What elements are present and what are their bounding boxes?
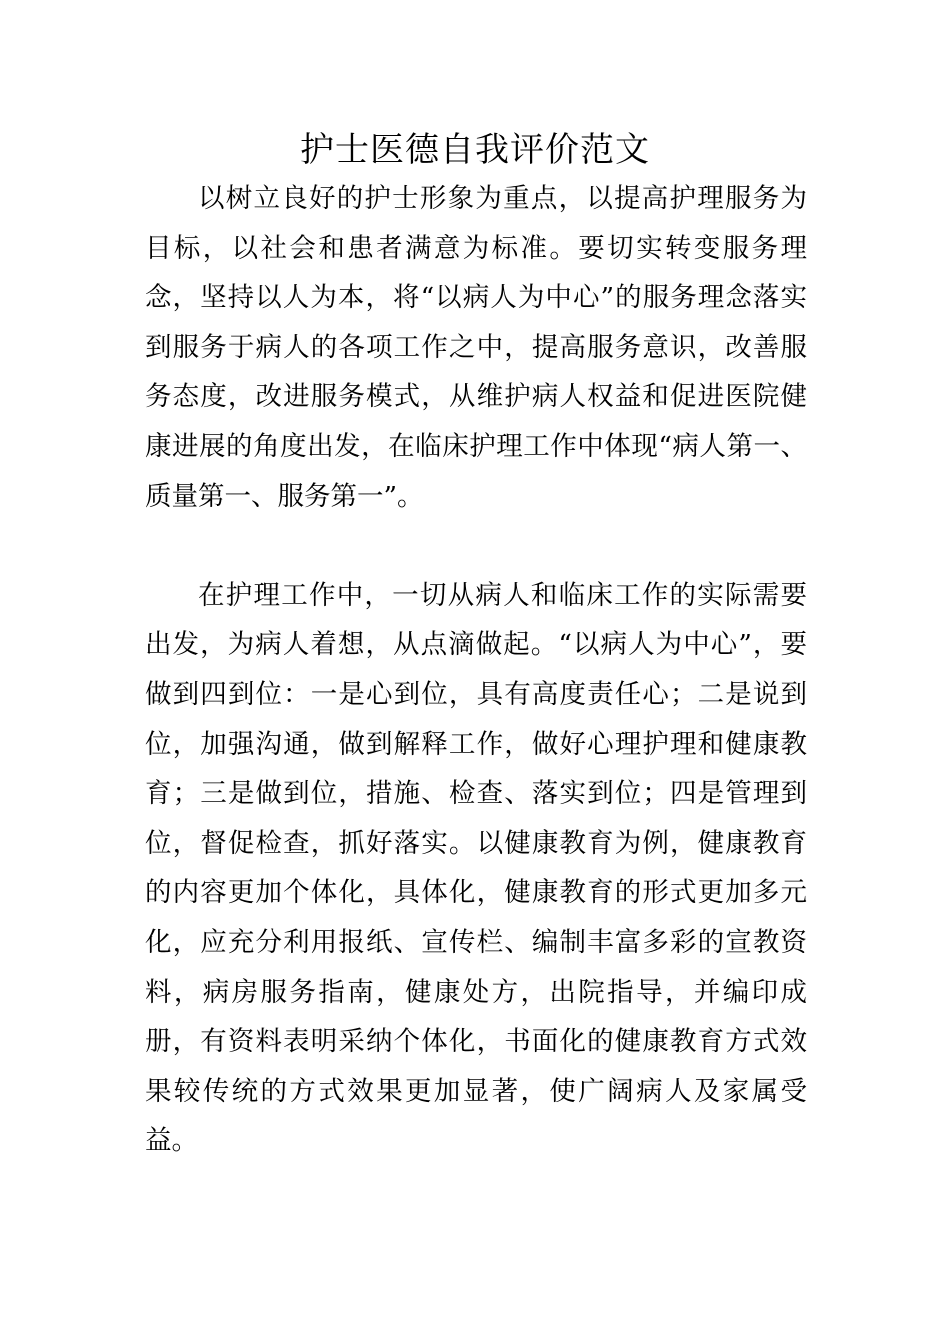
- paragraph-1: 以树立良好的护士形象为重点，以提高护理服务为目标，以社会和患者满意为标准。要切实转变服务理念，坚持以人为本，将“以病人为中心”的服务理念落实到服务于病人的各项工作之中，提高服务意识，改善服务态度，改进服务模式，从维护病人权益和促进医院健康进展的角度出发，在临床护理工作中体现“病人第一、质量第一、服务第一”。: [145, 183, 807, 512]
- paragraph-2: 在护理工作中，一切从病人和临床工作的实际需要出发，为病人着想，从点滴做起。“以病人为中心”，要做到四到位：一是心到位，具有高度责任心；二是说到位，加强沟通，做到解释工作，做好心理护理和健康教育；三是做到位，措施、检查、落实到位；四是管理到位，督促检查，抓好落实。以健康教育为例，健康教育的内容更加个体化，具体化，健康教育的形式更加多元化，应充分利用报纸、宣传栏、编制丰富多彩的宣教资料，病房服务指南，健康处方，出院指导，并编印成册，有资料表明采纳个体化，书面化的健康教育方式效果较传统的方式效果更加显著，使广阔病人及家属受益。: [145, 579, 807, 1157]
- document-title: 护士医德自我评价范文: [300, 130, 650, 170]
- document-body: [145, 174, 807, 1166]
